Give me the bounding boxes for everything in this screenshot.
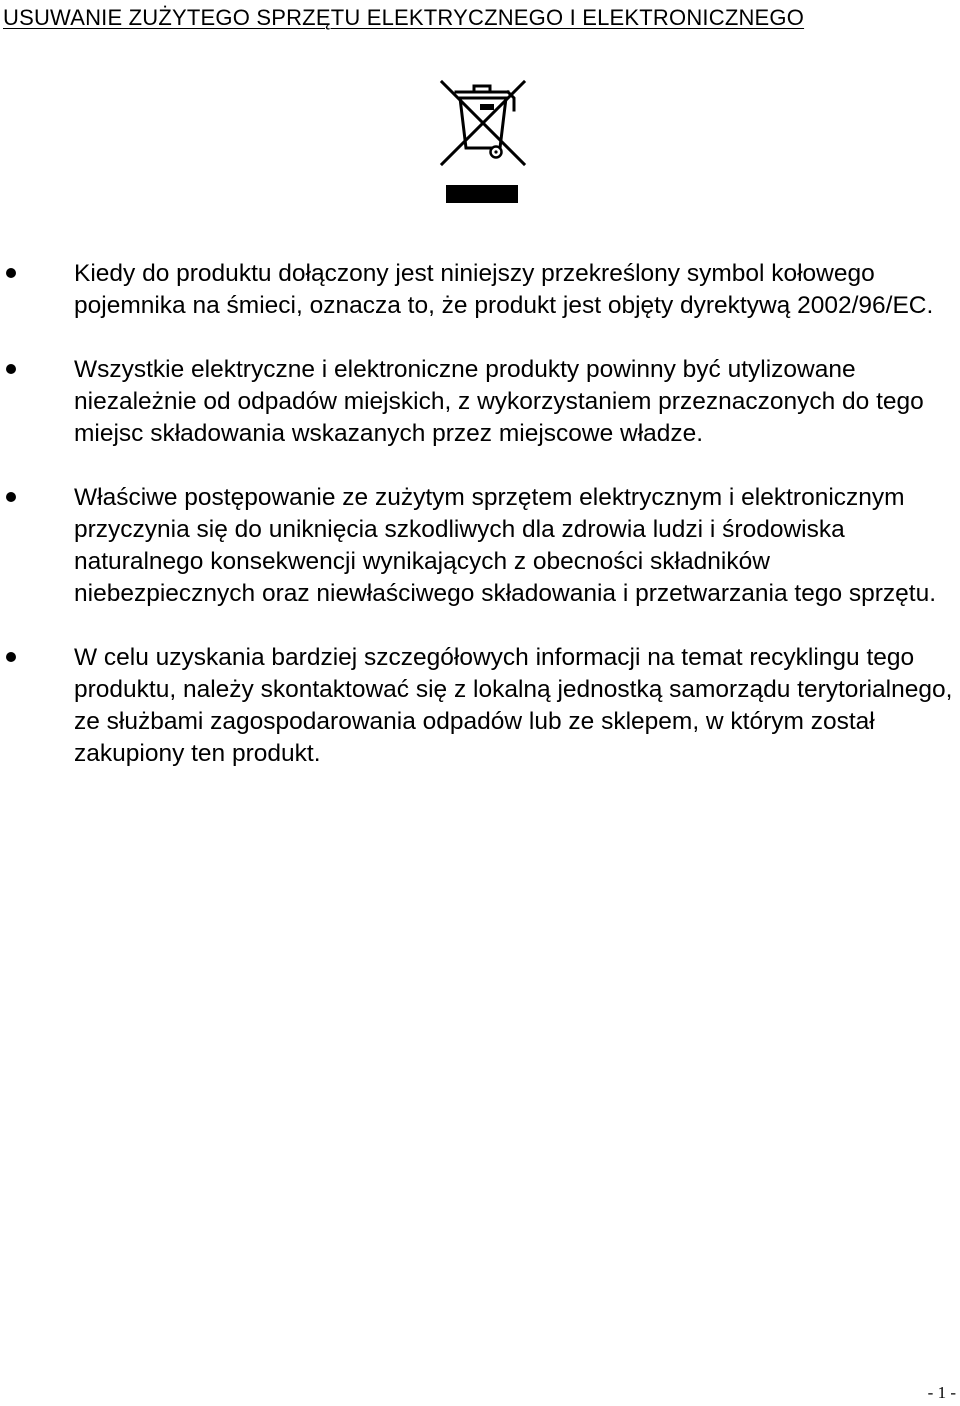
list-item: [0, 642, 960, 770]
page-title: USUWANIE ZUŻYTEGO SPRZĘTU ELEKTRYCZNEGO I ELEKTRONICZNEGO: [3, 5, 805, 30]
paragraph-text: W celu uzyskania bardziej szczegółowych informacji na temat recyklingu tego produktu, należy skontaktować się z lokalną jednostką samorządu terytorialnego, ze służbami zagospodarowania odpadów lub ze sklepem, w którym został zakupiony ten produkt.: [74, 644, 953, 767]
bullet-dot: [6, 268, 16, 278]
bullet-dot: [6, 364, 16, 374]
bullet-dot: [6, 492, 16, 502]
list-item: [0, 258, 960, 322]
list-item: [0, 482, 960, 610]
list-item: [0, 354, 960, 450]
paragraph-text: Właściwe postępowanie ze zużytym sprzętem elektrycznym i elektronicznym przyczynia się do uniknięcia szkodliwych dla zdrowia ludzi i środowiska naturalnego konsekwencji wynikających z obecności składników niebezpiecznych oraz niewłaściwego składowania i przetwarzania tego sprzętu.: [74, 484, 937, 607]
bullet-dot: [6, 652, 16, 662]
crossed-out-wheelie-bin-icon: [434, 78, 530, 206]
paragraph-text: Kiedy do produktu dołączony jest niniejszy przekreślony symbol kołowego pojemnika na śmieci, oznacza to, że produkt jest objęty dyrektywą 2002/96/EC.: [74, 260, 934, 319]
bullet-list: [0, 258, 960, 770]
page-number: - 1 -: [927, 1383, 956, 1402]
paragraph-text: Wszystkie elektryczne i elektroniczne produkty powinny być utylizowane niezależnie od odpadów miejskich, z wykorzystaniem przeznaczonych do tego miejsc składowania wskazanych przez miejscowe władze.: [74, 356, 924, 447]
